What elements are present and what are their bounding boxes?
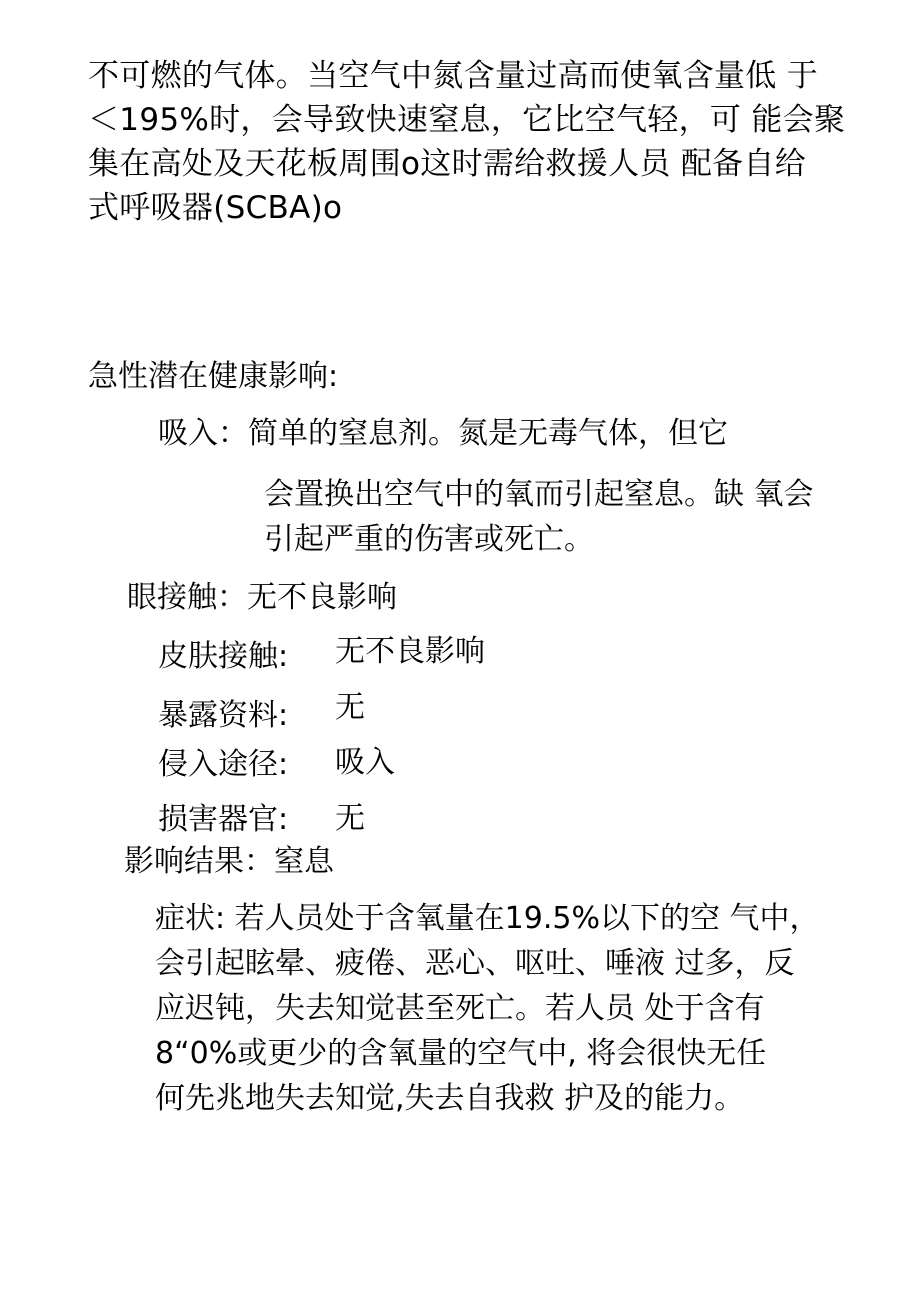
symptoms-line: 何先兆地失去知觉,失去自我救 护及的能力。 [155,1081,745,1116]
entry-route-value: 吸入 [335,745,395,780]
exposure-data-value: 无 [335,690,365,725]
effect-result: 影响结果：窒息 [124,844,334,879]
target-organs-value: 无 [335,801,365,836]
symptoms-line: 会引起眩晕、疲倦、恶心、呕吐、唾液 过多，反 [155,946,795,981]
symptoms-line: 症状: 若人员处于含氧量在19.5%以下的空 气中， [155,901,820,936]
symptoms-line: 应迟钝，失去知觉甚至死亡。若人员 处于含有 [155,991,765,1026]
intro-paragraph [88,54,858,230]
health-effects-heading: 急性潜在健康影响: [88,359,339,394]
intro-line: 不可燃的气体。当空气中氮含量过高而使氧含量低 于 [88,58,819,94]
intro-line: ＜195%时，会导致快速窒息，它比空气轻，可 能会聚 [88,102,846,138]
inhalation-line: 引起严重的伤害或死亡。 [264,522,594,557]
inhalation-line: 会置换出空气中的氧而引起窒息。缺 氧会 [264,477,814,512]
skin-contact-value: 无不良影响 [335,634,485,669]
skin-contact-label: 皮肤接触: [158,639,289,674]
target-organs-label: 损害器官: [158,802,289,837]
intro-line: 集在高处及天花板周围o这时需给救援人员 配备自给 [88,146,807,182]
entry-route-label: 侵入途径: [158,747,289,782]
inhalation-line: 吸入：简单的窒息剂。氮是无毒气体，但它 [158,416,728,451]
intro-line: 式呼吸器(SCBA)o [88,190,343,226]
symptoms-line: 8“0%或更少的含氧量的空气中, 将会很快无任 [155,1036,767,1071]
exposure-data-label: 暴露资料: [158,698,289,733]
eye-contact: 眼接触：无不良影响 [127,580,397,615]
